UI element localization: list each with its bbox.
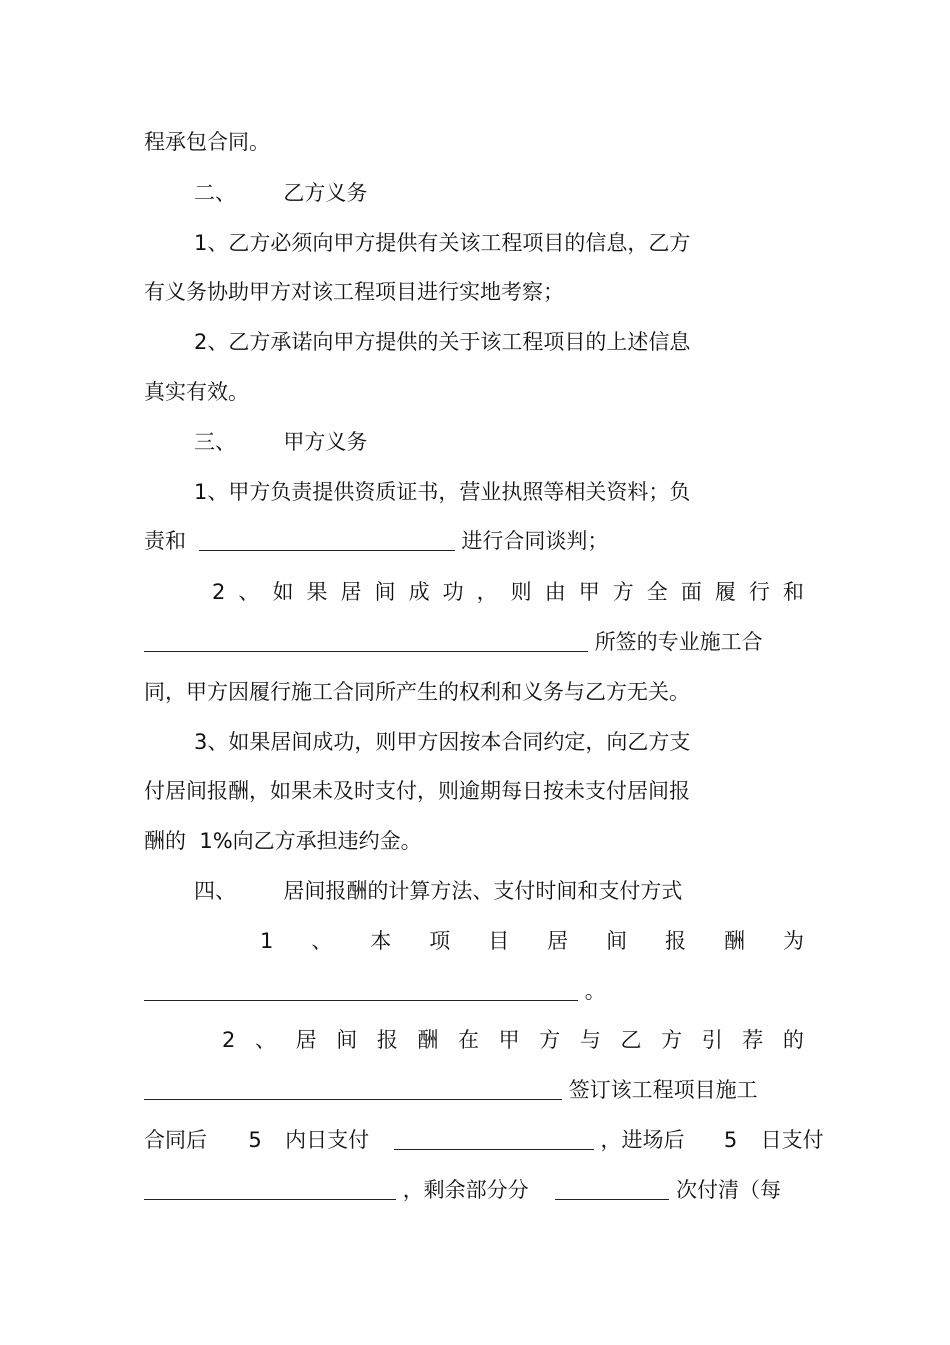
section-number: 三、 — [194, 430, 236, 454]
text-line: 有义务协助甲方对该工程项目进行实地考察； — [144, 280, 564, 304]
spaced-char: 酬 — [417, 1028, 439, 1052]
spaced-char: 为 — [782, 929, 804, 953]
spaced-char: 、 — [254, 1028, 276, 1052]
spaced-char: 项 — [429, 929, 451, 953]
text-segment: 所签的专业施工合 — [594, 630, 763, 654]
text-line-with-blanks — [144, 1175, 781, 1205]
spaced-char: 全 — [646, 580, 668, 604]
spaced-char: 酬 — [724, 929, 745, 953]
spaced-char: 甲 — [578, 580, 600, 604]
spaced-char: ， — [476, 580, 498, 604]
spaced-char: 方 — [661, 1028, 683, 1052]
section-number: 二、 — [194, 181, 236, 205]
spaced-char: 1 — [260, 929, 274, 953]
spaced-char: 在 — [458, 1028, 480, 1052]
spaced-char: 履 — [714, 580, 736, 604]
spaced-char: 如 — [272, 580, 294, 604]
spaced-char: 报 — [376, 1028, 398, 1052]
spaced-char: 、 — [311, 929, 333, 953]
spaced-char: 成 — [408, 580, 430, 604]
text-line-with-blank — [144, 526, 608, 556]
text-line: 真实有效。 — [144, 380, 249, 404]
section-heading-3 — [194, 427, 367, 457]
text-line-with-blank — [144, 1075, 758, 1105]
spaced-char: 间 — [606, 929, 628, 953]
text-line-with-blanks — [144, 1125, 824, 1155]
spaced-text-line — [260, 926, 804, 956]
spaced-char: 间 — [336, 1028, 358, 1052]
text-segment: ，进场后 — [600, 1128, 685, 1152]
spaced-char: 居 — [547, 929, 569, 953]
spaced-char: 和 — [782, 580, 804, 604]
fill-in-blank[interactable] — [144, 1077, 562, 1100]
spaced-text-line — [212, 577, 804, 607]
text-segment: 责和 — [144, 529, 186, 553]
text-line: 同，甲方因履行施工合同所产生的权利和义务与乙方无关。 — [144, 680, 690, 704]
text-segment: 内日支付 — [285, 1128, 370, 1152]
text-segment: 签订该工程项目施工 — [568, 1078, 758, 1102]
section-title: 乙方义务 — [283, 181, 368, 205]
spaced-char: 行 — [748, 580, 770, 604]
text-line: 程承包合同。 — [144, 130, 270, 154]
spaced-char: 报 — [665, 929, 687, 953]
spaced-char: 与 — [579, 1028, 601, 1052]
spaced-char: 2 — [222, 1028, 236, 1052]
spaced-char: 引 — [701, 1028, 723, 1052]
number: 5 — [723, 1128, 738, 1152]
text-line: 付居间报酬，如果未及时支付，则逾期每日按未支付居间报 — [144, 779, 690, 803]
spaced-char: 果 — [306, 580, 328, 604]
text-segment: 。 — [584, 979, 606, 1003]
fill-in-blank[interactable] — [199, 528, 455, 551]
spaced-char: 荐 — [742, 1028, 764, 1052]
spaced-char: 由 — [544, 580, 566, 604]
spaced-char: 乙 — [620, 1028, 642, 1052]
text-line: 1、甲方负责提供资质证书，营业执照等相关资料；负 — [194, 480, 691, 504]
spaced-char: 间 — [374, 580, 396, 604]
spaced-char: 面 — [680, 580, 702, 604]
text-line: 1、乙方必须向甲方提供有关该工程项目的信息，乙方 — [194, 231, 691, 255]
text-line: 2、乙方承诺向甲方提供的关于该工程项目的上述信息 — [194, 330, 691, 354]
text-line: 酬的 1%向乙方承担违约金。 — [144, 829, 422, 853]
fill-in-blank[interactable] — [144, 1177, 396, 1200]
spaced-char: 、 — [238, 580, 260, 604]
spaced-char: 2 — [212, 580, 226, 604]
text-line-with-blank — [144, 627, 763, 657]
text-segment: 日支付 — [760, 1128, 824, 1152]
section-number: 四、 — [194, 879, 236, 903]
spaced-char: 功 — [442, 580, 464, 604]
spaced-char: 方 — [612, 580, 634, 604]
spaced-char: 甲 — [498, 1028, 520, 1052]
section-heading-2 — [194, 178, 367, 208]
spaced-char: 方 — [539, 1028, 561, 1052]
fill-in-blank[interactable] — [394, 1127, 594, 1150]
text-segment: 进行合同谈判； — [461, 529, 609, 553]
spaced-char: 居 — [295, 1028, 317, 1052]
section-heading-4 — [194, 876, 682, 906]
fill-in-blank[interactable] — [144, 978, 578, 1001]
spaced-text-line — [222, 1025, 804, 1055]
spaced-char: 则 — [510, 580, 532, 604]
number: 5 — [248, 1128, 262, 1152]
text-segment: 合同后 — [144, 1128, 207, 1152]
text-line: 3、如果居间成功，则甲方因按本合同约定，向乙方支 — [194, 730, 691, 754]
text-segment: ，剩余部分分 — [402, 1178, 529, 1202]
text-line-with-blank — [144, 976, 606, 1006]
section-title: 甲方义务 — [283, 430, 368, 454]
section-title: 居间报酬的计算方法、支付时间和支付方式 — [283, 879, 683, 903]
spaced-char: 目 — [488, 929, 510, 953]
text-segment: 次付清（每 — [676, 1178, 782, 1202]
spaced-char: 居 — [340, 580, 362, 604]
spaced-char: 本 — [370, 929, 392, 953]
fill-in-blank[interactable] — [555, 1177, 669, 1200]
fill-in-blank[interactable] — [144, 629, 588, 652]
spaced-char: 的 — [782, 1028, 804, 1052]
